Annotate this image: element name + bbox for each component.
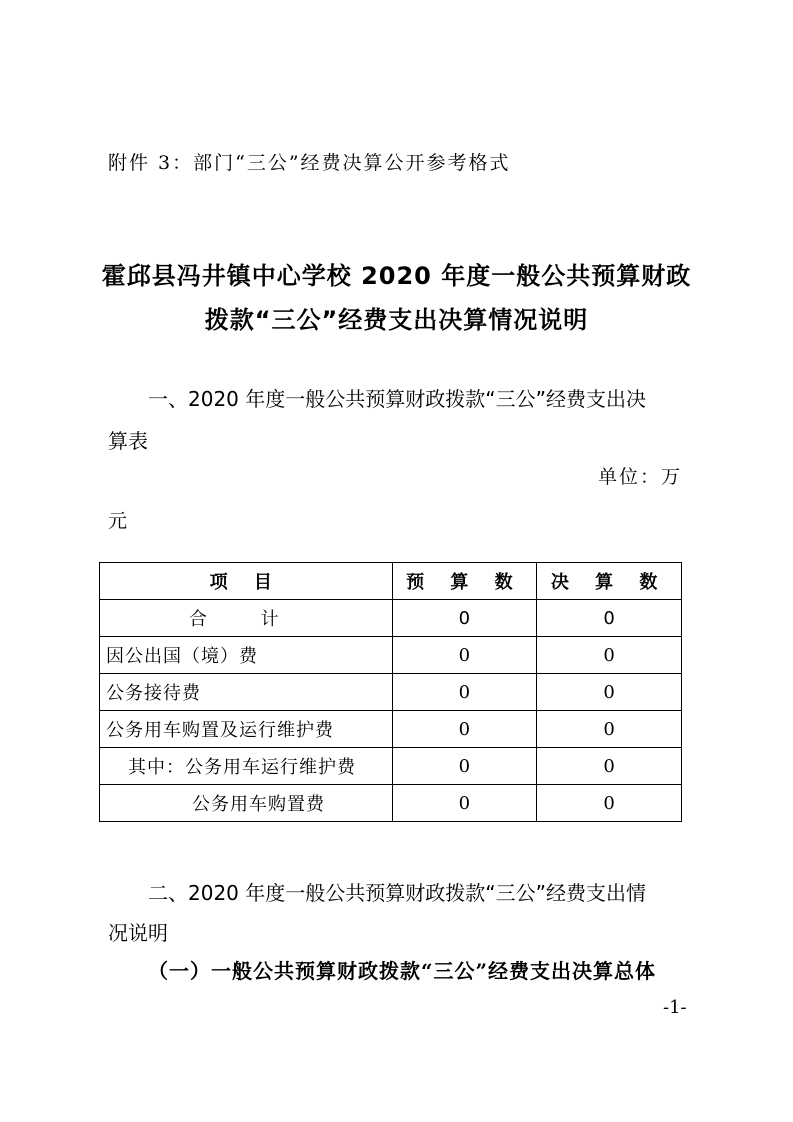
section1-heading-line2: 算表 — [108, 429, 148, 453]
three-public-expenses-table — [99, 562, 682, 822]
unit-label-line2: 元 — [108, 510, 130, 532]
section1-heading-line1: 一、2020 年度一般公共预算财政拨款“三公”经费支出决 — [148, 387, 646, 411]
table-row — [100, 711, 682, 748]
unit-label-line1: 单位：万 — [598, 466, 683, 488]
total-final: 0 — [537, 600, 682, 637]
row-budget: 0 — [392, 748, 537, 785]
row-final: 0 — [537, 711, 682, 748]
header-item: 项 目 — [100, 563, 393, 600]
table-row — [100, 748, 682, 785]
row-final: 0 — [537, 674, 682, 711]
row-budget: 0 — [392, 785, 537, 822]
section2-heading-line2: 况说明 — [108, 921, 168, 945]
document-title-line1: 霍邱县冯井镇中心学校 2020 年度一般公共预算财政 — [101, 262, 692, 290]
section2-heading-line1: 二、2020 年度一般公共预算财政拨款“三公”经费支出情 — [148, 881, 646, 905]
attachment-label: 附件 3：部门“三公”经费决算公开参考格式 — [108, 152, 511, 174]
document-title-line2: 拨款“三公”经费支出决算情况说明 — [204, 306, 589, 334]
table-header-row — [100, 563, 682, 600]
table-row — [100, 674, 682, 711]
header-budget: 预 算 数 — [392, 563, 537, 600]
row-item: 其中：公务用车运行维护费 — [100, 748, 393, 785]
table-total-row — [100, 600, 682, 637]
page-number: -1- — [663, 997, 687, 1018]
section2-subheading: （一）一般公共预算财政拨款“三公”经费支出决算总体 — [148, 959, 657, 983]
row-item: 因公出国（境）费 — [100, 637, 393, 674]
table-row — [100, 637, 682, 674]
row-item: 公务用车购置及运行维护费 — [100, 711, 393, 748]
row-budget: 0 — [392, 674, 537, 711]
row-budget: 0 — [392, 711, 537, 748]
row-budget: 0 — [392, 637, 537, 674]
table-row — [100, 785, 682, 822]
total-label: 合 计 — [100, 600, 393, 637]
total-budget: 0 — [392, 600, 537, 637]
row-final: 0 — [537, 785, 682, 822]
row-final: 0 — [537, 748, 682, 785]
row-item: 公务接待费 — [100, 674, 393, 711]
row-item: 公务用车购置费 — [100, 785, 393, 822]
header-final: 决 算 数 — [537, 563, 682, 600]
row-final: 0 — [537, 637, 682, 674]
